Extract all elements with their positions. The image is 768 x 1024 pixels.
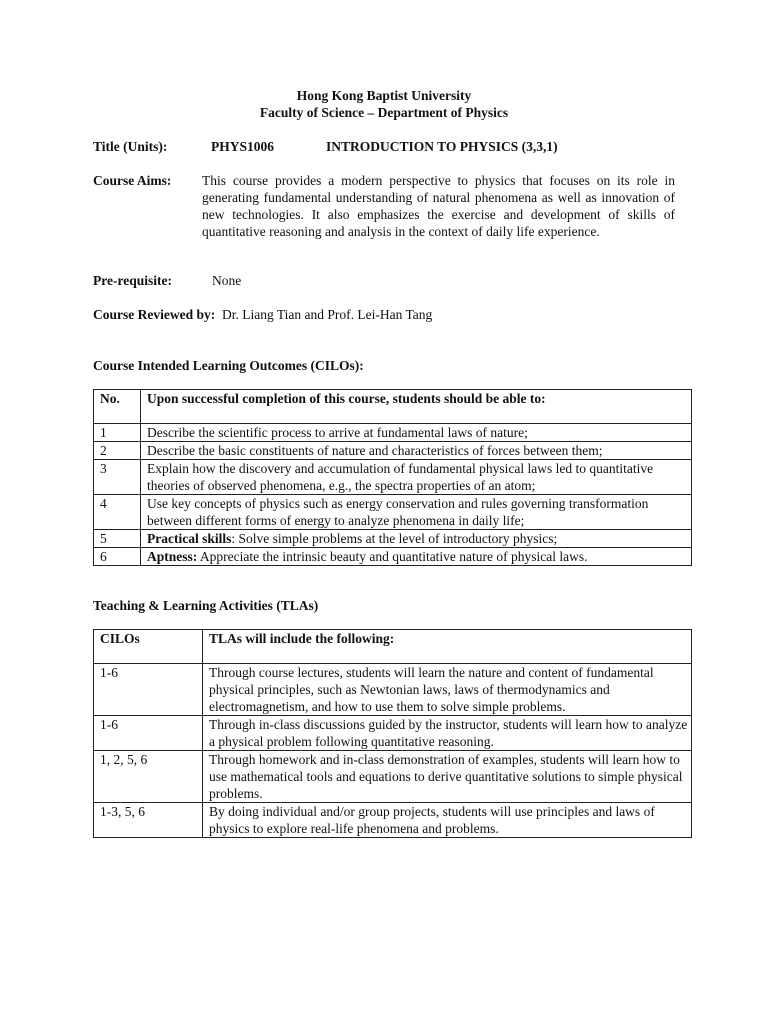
table-row — [94, 530, 692, 548]
tla-cilos: 1-6 — [94, 716, 203, 751]
table-row — [94, 716, 692, 751]
tla-cilos: 1-6 — [94, 664, 203, 716]
reviewed-label: Course Reviewed by: — [93, 307, 216, 322]
table-row — [94, 424, 692, 442]
col-header-tlas: TLAs will include the following: — [203, 630, 692, 664]
tla-text: Through homework and in-class demonstration of examples, students will learn how to use mathematical tools and equations to derive quantitative solutions to simple physical problems. — [203, 751, 692, 803]
cilo-number: 5 — [94, 530, 141, 548]
faculty-name: Faculty of Science – Department of Physics — [259, 105, 509, 120]
table-row — [94, 751, 692, 803]
cilo-desc: Explain how the discovery and accumulation of fundamental physical laws led to quantitative theories of observed phenomena, e.g., the spectra properties of an atom; — [147, 461, 654, 493]
reviewed-by-row — [93, 306, 432, 323]
cilo-label: Practical skills — [147, 531, 232, 546]
table-row — [94, 548, 692, 566]
tla-text: By doing individual and/or group projects, students will use principles and laws of physics to explore real-life phenomena and problems. — [203, 803, 692, 838]
tla-cilos: 1, 2, 5, 6 — [94, 751, 203, 803]
cilo-number: 3 — [94, 460, 141, 495]
tla-table — [93, 629, 692, 838]
cilo-table — [93, 389, 692, 566]
tla-cilos: 1-3, 5, 6 — [94, 803, 203, 838]
reviewed-value: Dr. Liang Tian and Prof. Lei-Han Tang — [221, 307, 433, 322]
title-label: Title (Units): — [93, 139, 168, 154]
cilo-text — [141, 442, 692, 460]
cilo-number: 1 — [94, 424, 141, 442]
tla-heading: Teaching & Learning Activities (TLAs) — [93, 598, 319, 613]
table-header-row — [94, 630, 692, 664]
cilo-number: 6 — [94, 548, 141, 566]
cilo-number: 4 — [94, 495, 141, 530]
aims-label: Course Aims: — [93, 173, 172, 188]
table-row — [94, 803, 692, 838]
cilo-heading: Course Intended Learning Outcomes (CILOs): — [93, 358, 364, 373]
col-header-no: No. — [94, 390, 141, 424]
cilo-number: 2 — [94, 442, 141, 460]
course-name: INTRODUCTION TO PHYSICS (3,3,1) — [326, 139, 558, 154]
tla-text: Through course lectures, students will learn the nature and content of fundamental physical principles, such as Newtonian laws, laws of thermodynamics and electromagnetism, and how to use them to solve simple problems. — [203, 664, 692, 716]
tla-text: Through in-class discussions guided by the instructor, students will learn how to analyze a physical problem following quantitative reasoning. — [203, 716, 692, 751]
cilo-text — [141, 424, 692, 442]
col-header-cilos: CILOs — [94, 630, 203, 664]
cilo-text — [141, 460, 692, 495]
document-header — [0, 87, 768, 121]
table-row — [94, 495, 692, 530]
cilo-text — [141, 530, 692, 548]
table-header-row — [94, 390, 692, 424]
cilo-desc: Describe the basic constituents of nature and characteristics of forces between them; — [147, 443, 603, 458]
university-name: Hong Kong Baptist University — [296, 88, 472, 103]
prerequisite-row — [93, 272, 242, 289]
prereq-value: None — [212, 273, 242, 288]
prereq-label: Pre-requisite: — [93, 273, 172, 288]
course-code: PHYS1006 — [211, 139, 275, 154]
cilo-text — [141, 495, 692, 530]
cilo-desc: : Solve simple problems at the level of introductory physics; — [231, 531, 558, 546]
table-row — [94, 442, 692, 460]
table-row — [94, 460, 692, 495]
cilo-desc: Describe the scientific process to arrive at fundamental laws of nature; — [147, 425, 528, 440]
cilo-desc: Appreciate the intrinsic beauty and quantitative nature of physical laws. — [197, 549, 588, 564]
cilo-desc: Use key concepts of physics such as energy conservation and rules governing transformation between different forms of energy to analyze phenomena in daily life; — [147, 496, 649, 528]
cilo-text — [141, 548, 692, 566]
col-header-outcome: Upon successful completion of this course, students should be able to: — [141, 390, 692, 424]
cilo-label: Aptness: — [147, 549, 198, 564]
table-row — [94, 664, 692, 716]
aims-text: This course provides a modern perspective to physics that focuses on its role in generating fundamental understanding of natural phenomena as well as innovation of new technologies. It also emphasizes the exercise and development of skills of quantitative reasoning and analysis in the context of daily life experience. — [202, 173, 675, 239]
